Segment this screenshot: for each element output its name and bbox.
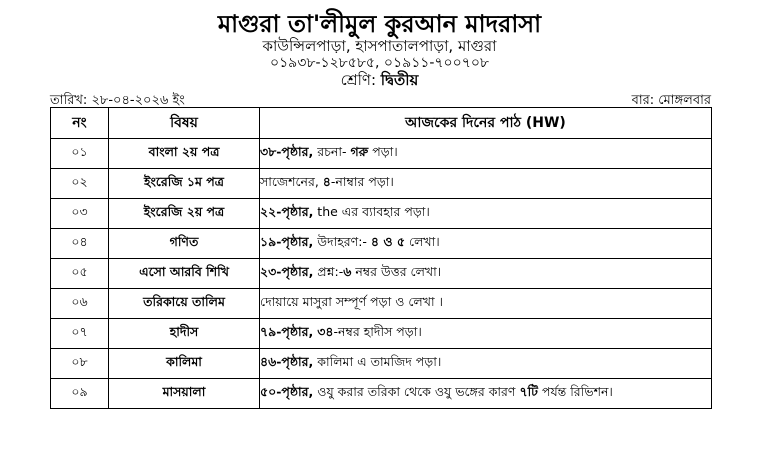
lesson-text-segment: ওযু করার তরিকা থেকে ওযু ভঙ্গের কারণ (313, 383, 520, 399)
lesson-text-segment: ৩৮-পৃষ্ঠার, (260, 143, 314, 159)
lesson-text-segment: উদাহরণ:- (313, 233, 371, 249)
table-row (51, 379, 712, 409)
lesson-text-segment: দোয়ায়ে মাসুরা সম্পূর্ণ পড়া ও লেখা । (260, 293, 444, 309)
table-row (51, 259, 712, 289)
subject-cell: কালিমা (109, 349, 260, 379)
table-row (51, 199, 712, 229)
lesson-text-segment: পর্যন্ত রিভিশন। (537, 383, 613, 399)
subject-cell: তরিকায়ে তালিম (109, 289, 260, 319)
lesson-text-segment: কালিমা এ তামজিদ পড়া। (313, 353, 442, 369)
row-number: ০৮ (51, 349, 109, 379)
row-number: ০২ (51, 169, 109, 199)
lesson-cell (260, 169, 712, 199)
row-number: ০১ (51, 139, 109, 169)
subject-cell: মাসয়ালা (109, 379, 260, 409)
lesson-text-segment: প্রশ্ন:- (313, 263, 344, 279)
lesson-text-segment: ৬ (343, 263, 352, 279)
lesson-text-segment: -নাম্বার পড়া। (330, 173, 394, 189)
subject-cell: ইংরেজি ২য় পত্র (109, 199, 260, 229)
lesson-text-segment: ২২-পৃষ্ঠার, (260, 203, 314, 219)
class-label: শ্রেণি: (340, 71, 377, 89)
day-text: বার: মোঙ্গলবার (631, 93, 711, 108)
lesson-text-segment: the এর ব্যাবহার পড়া। (313, 203, 430, 219)
class-line (0, 71, 759, 89)
lesson-cell (260, 379, 712, 409)
column-header-lesson: আজকের দিনের পাঠ (HW) (260, 108, 712, 139)
subject-cell: গণিত (109, 229, 260, 259)
column-header-number: নং (51, 108, 109, 139)
date-text: তারিখ: ২৮-০৪-২০২৬ ইং (50, 93, 185, 108)
lesson-cell (260, 319, 712, 349)
lesson-text-segment: ৫০-পৃষ্ঠার, (260, 383, 314, 399)
lesson-cell (260, 139, 712, 169)
column-header-subject: বিষয় (109, 108, 260, 139)
lesson-cell (260, 199, 712, 229)
lesson-text-segment: সাজেশনের, (260, 173, 323, 189)
madrasa-address: কাউন্সিলপাড়া, হাসপাতালপাড়া, মাগুরা (262, 37, 497, 55)
document-header (0, 10, 759, 89)
subject-cell: বাংলা ২য় পত্র (109, 139, 260, 169)
lesson-text-segment: নম্বর উত্তর লেখা। (351, 263, 442, 279)
lesson-text-segment: ২৩-পৃষ্ঠার, (260, 263, 314, 279)
table-row (51, 319, 712, 349)
lesson-cell (260, 349, 712, 379)
row-number: ০৭ (51, 319, 109, 349)
table-body (51, 139, 712, 409)
class-value: দ্বিতীয় (380, 71, 419, 89)
lesson-text-segment: ৩৪ (317, 323, 334, 339)
lesson-cell (260, 289, 712, 319)
table-row (51, 169, 712, 199)
row-number: ০৬ (51, 289, 109, 319)
lesson-text-segment: পড়া। (368, 143, 398, 159)
lesson-text-segment: ৭৯-পৃষ্ঠার, (260, 323, 314, 339)
lesson-text-segment: গরু (350, 143, 369, 159)
row-number: ০৫ (51, 259, 109, 289)
subject-cell: এসো আরবি শিখি (109, 259, 260, 289)
row-number: ০৯ (51, 379, 109, 409)
subject-cell: হাদীস (109, 319, 260, 349)
row-number: ০৩ (51, 199, 109, 229)
phone-numbers: ০১৯৩৮-১২৮৫৮৫, ০১৯১১-৭০০৭০৮ (269, 55, 490, 71)
lesson-text-segment: -নম্বর হাদীস পড়া। (333, 323, 422, 339)
lesson-text-segment: লেখা। (405, 233, 440, 249)
lesson-cell (260, 259, 712, 289)
lesson-text-segment: ৪৬-পৃষ্ঠার, (260, 353, 314, 369)
madrasa-title: মাগুরা তা'লীমুল কুরআন মাদরাসা (217, 10, 542, 38)
table-row (51, 349, 712, 379)
table-row (51, 229, 712, 259)
lesson-text-segment: ৭টি (519, 383, 538, 399)
homework-table (50, 107, 712, 409)
lesson-text-segment: ১৯-পৃষ্ঠার, (260, 233, 314, 249)
lesson-cell (260, 229, 712, 259)
table-row (51, 139, 712, 169)
row-number: ০৪ (51, 229, 109, 259)
lesson-text-segment: রচনা- (313, 143, 351, 159)
lesson-text-segment: ৪ (322, 173, 331, 189)
table-header-row (51, 108, 712, 139)
lesson-text-segment: ৪ ও ৫ (370, 233, 406, 249)
table-row (51, 289, 712, 319)
subject-cell: ইংরেজি ১ম পত্র (109, 169, 260, 199)
